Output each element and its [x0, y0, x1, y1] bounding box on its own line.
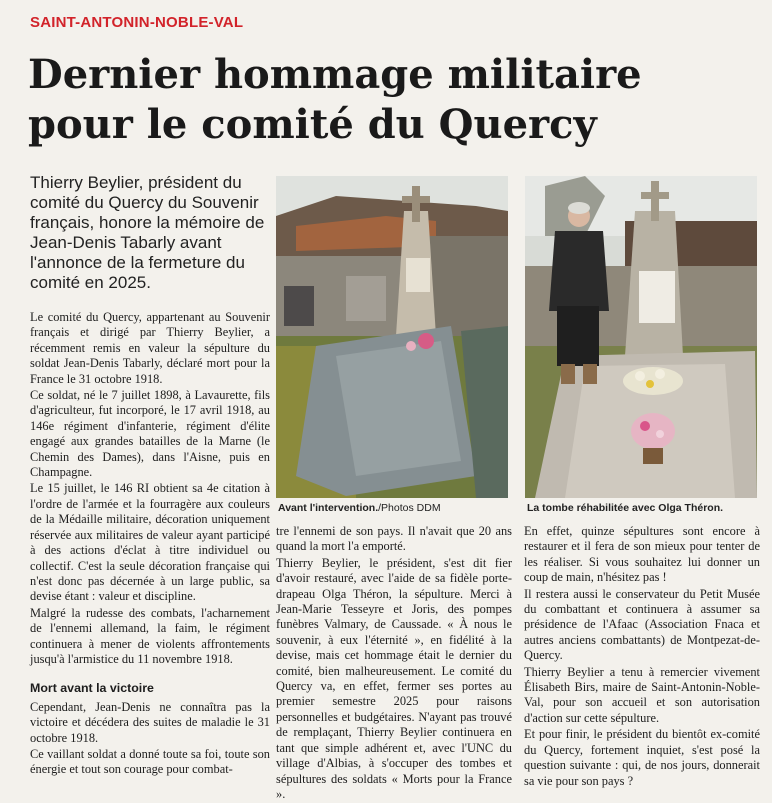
- paragraph: Et pour finir, le président du bientôt ex-comité du Quercy, fortement inquiet, s'est posé la question suivante : qui, de nos jours, donnerait sa vie pour son pays ?: [524, 727, 760, 788]
- article-headline: Dernier hommage militaire pour le comité du Quercy: [28, 51, 642, 148]
- photo-grave-before: [276, 176, 508, 498]
- photo-credit: /Photos DDM: [378, 502, 441, 514]
- caption-text: Avant l'intervention.: [278, 502, 379, 514]
- paragraph: Ce vaillant soldat a donné toute sa foi, toute son énergie et tout son courage pour combat-: [30, 746, 270, 777]
- text-column-2: [276, 524, 512, 803]
- paragraph: Le comité du Quercy, appartenant au Souvenir français et dirigé par Thierry Beylier, a récemment remis en valeur la sépulture du soldat Jean-Denis Tabarly, déclaré mort pour la France le 31 octobre 1918.: [30, 310, 270, 386]
- grave-after-illustration: [525, 176, 757, 498]
- grave-before-illustration: [276, 176, 508, 498]
- paragraph: Malgré la rudesse des combats, l'acharnement de l'ennemi allemand, la faim, le régiment continuera à mener de violents affrontements jusqu'à l'armistice du 11 novembre 1918.: [30, 605, 270, 666]
- paragraph: tre l'ennemi de son pays. Il n'avait que 20 ans quand la mort l'a emporté.: [276, 524, 512, 554]
- paragraph: En effet, quinze sépultures sont encore à restaurer et il fera de son mieux pour tenter de les réaliser. Si vous souhaitez lui donner un coup de main, n'hésitez pas !: [524, 524, 760, 585]
- photo-caption-2: La tombe réhabilitée avec Olga Théron.: [527, 502, 724, 514]
- text-column-1: [30, 310, 270, 779]
- text-column-3: [524, 524, 760, 790]
- paragraph: Il restera aussi le conservateur du Petit Musée du combattant et continuera à assumer sa présidence de l'Afaac (Association Fnaca et autres anciens combattants) de Montpezat-de-Quercy.: [524, 586, 760, 663]
- subheading: Mort avant la victoire: [30, 681, 154, 696]
- paragraph: Cependant, Jean-Denis ne connaîtra pas la victoire et décédera des suites de maladie le 31 octobre 1918.: [30, 699, 270, 745]
- photo-grave-after: [525, 176, 757, 498]
- paragraph: Thierry Beylier a tenu à remercier vivement Élisabeth Birs, maire de Saint-Antonin-Noble-Val, pour son accueil et son autorisation d'action sur cette sépulture.: [524, 664, 760, 725]
- section-kicker: SAINT-ANTONIN-NOBLE-VAL: [30, 14, 244, 31]
- paragraph: Le 15 juillet, le 146 RI obtient sa 4e citation à l'ordre de l'armée et la fourragère aux couleurs de la Médaille militaire, décoration uniquement réservée aux militaires de valeur ayant participé à des actions d'éclat à titre individuel ou collectif. C'est la seule décoration française qui n'est donc pas décernée à un large public, sa devise étant : valeur et discipline.: [30, 481, 270, 604]
- article-lead: Thierry Beylier, président du comité du Quercy du Souvenir français, honore la mémoire de Jean-Denis Tabarly avant l'annonce de la fermeture du comité en 2025.: [30, 173, 265, 292]
- paragraph: Ce soldat, né le 7 juillet 1898, à Lavaurette, fils d'agriculteur, fut incorporé, le 17 avril 1918, au 146e régiment d'infanterie, régiment d'élite engagé aux grandes batailles de la Marne (le Chemin des Dames), dans l'Aisne, puis en Champagne.: [30, 388, 270, 480]
- paragraph: Thierry Beylier, le président, s'est dit fier d'avoir restauré, avec l'aide de sa fidèle porte-drapeau Olga Théron, la sépulture. Merci à Jean-Marie Tesseyre et Joris, des pompes funèbres Valmary, de Caussade. « À nous le souvenir, à eux l'éternité », en fidélité à la devise, mais cet hommage était le dernier du comité, bien malheureusement. Le comité du Quercy va, en effet, fermer ses portes au premier semestre 2025 pour raisons personnelles et budgétaires. N'ayant pas trouvé de remplaçant, Thierry Beylier continuera en tant que simple adhérent et, avec l'UNC du village d'Albias, à s'occuper des tombes et sépultures des soldats « Morts pour la France ».: [276, 555, 512, 801]
- photo-caption-1: [278, 502, 441, 514]
